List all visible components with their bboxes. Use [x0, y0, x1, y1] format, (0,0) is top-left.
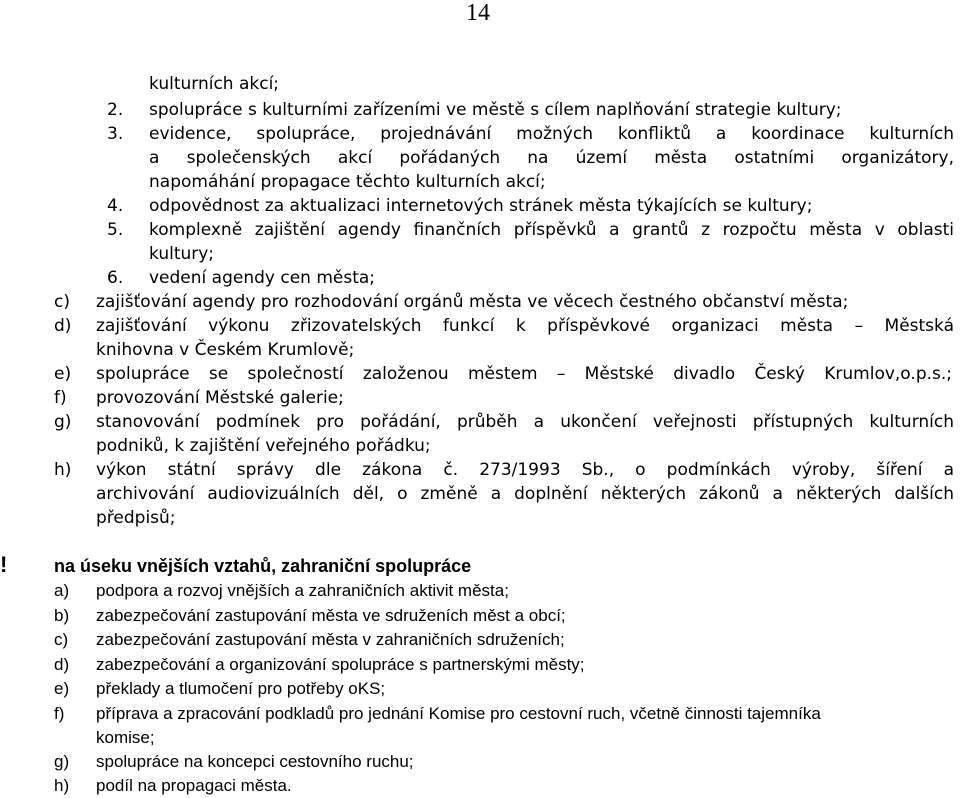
- list-marker: f): [54, 388, 67, 408]
- list-item-text: podniků, k zajištění veřejného pořádku;: [96, 436, 431, 456]
- list-marker: g): [54, 412, 72, 432]
- list-item-text: komise;: [96, 728, 155, 747]
- list-marker: h): [54, 776, 70, 795]
- list-item-text: zajišťování výkonu zřizovatelských funkcí k příspěvkové organizaci města – Městská: [96, 316, 954, 336]
- list-marker: h): [54, 460, 72, 480]
- list-item-text: napomáhání propagace těchto kulturních akcí;: [149, 172, 546, 192]
- list-item-text: archivování audiovizuálních děl, o změně a doplnění některých zákonů a některých dalších: [96, 484, 954, 504]
- list-item-text: odpovědnost za aktualizaci internetových stránek města týkajících se kultury;: [149, 196, 813, 216]
- list-item-text: zabezpečování zastupování města v zahraničních sdruženích;: [96, 630, 565, 649]
- list-item-text: komplexně zajištění agendy finančních příspěvků a grantů z rozpočtu města v oblasti: [149, 220, 954, 240]
- list-item-text: evidence, spolupráce, projednávání možných konfliktů a koordinace kulturních: [149, 124, 954, 144]
- list-item-text: kultury;: [149, 244, 215, 264]
- list-marker: 5.: [107, 220, 124, 240]
- page-number: 14: [466, 0, 490, 26]
- list-marker: d): [54, 316, 72, 336]
- list-item-text: podpora a rozvoj vnějších a zahraničních aktivit města;: [96, 581, 509, 600]
- list-marker: 3.: [107, 124, 124, 144]
- list-item-text: spolupráce s kulturními zařízeními ve městě s cílem naplňování strategie kultury;: [149, 100, 842, 120]
- list-marker: a): [54, 581, 70, 600]
- list-marker: e): [54, 679, 70, 698]
- list-item-text: spolupráce se společností založenou městem – Městské divadlo Český Krumlov,o.p.s.;: [96, 364, 952, 384]
- list-marker: g): [54, 752, 70, 771]
- list-marker: c): [54, 630, 69, 649]
- list-marker: d): [54, 655, 70, 674]
- list-item-text: kulturních akcí;: [149, 74, 280, 94]
- list-item-text: vedení agendy cen města;: [149, 268, 376, 288]
- list-item-text: stanovování podmínek pro pořádání, průběh a ukončení veřejnosti přístupných kulturních: [96, 412, 954, 432]
- list-marker: c): [54, 292, 70, 312]
- list-marker: e): [54, 364, 72, 384]
- list-item-text: překlady a tlumočení pro potřeby oKS;: [96, 679, 386, 698]
- section-bullet-icon: !: [0, 552, 8, 577]
- list-item-text: a společenských akcí pořádaných na území města ostatními organizátory,: [149, 148, 954, 168]
- list-item-text: knihovna v Českém Krumlově;: [96, 340, 355, 360]
- list-item-text: podíl na propagaci města.: [96, 776, 292, 795]
- list-item-text: zabezpečování a organizování spolupráce s partnerskými městy;: [96, 655, 585, 674]
- list-item-text: příprava a zpracování podkladů pro jednání Komise pro cestovní ruch, včetně činnosti tajemníka: [96, 704, 821, 723]
- list-marker: b): [54, 606, 70, 625]
- list-item-text: provozování Městské galerie;: [96, 388, 344, 408]
- list-item-text: výkon státní správy dle zákona č. 273/1993 Sb., o podmínkách výroby, šíření a: [96, 460, 954, 480]
- list-marker: 4.: [107, 196, 124, 216]
- section-heading: na úseku vnějších vztahů, zahraniční spolupráce: [54, 556, 472, 576]
- list-item-text: zabezpečování zastupování města ve sdruženích měst a obcí;: [96, 606, 566, 625]
- list-item-text: zajišťování agendy pro rozhodování orgánů města ve věcech čestného občanství města;: [96, 292, 849, 312]
- list-marker: 2.: [107, 100, 124, 120]
- list-item-text: předpisů;: [96, 508, 176, 528]
- list-marker: 6.: [107, 268, 124, 288]
- list-item-text: spolupráce na koncepci cestovního ruchu;: [96, 752, 414, 771]
- list-marker: f): [54, 704, 65, 723]
